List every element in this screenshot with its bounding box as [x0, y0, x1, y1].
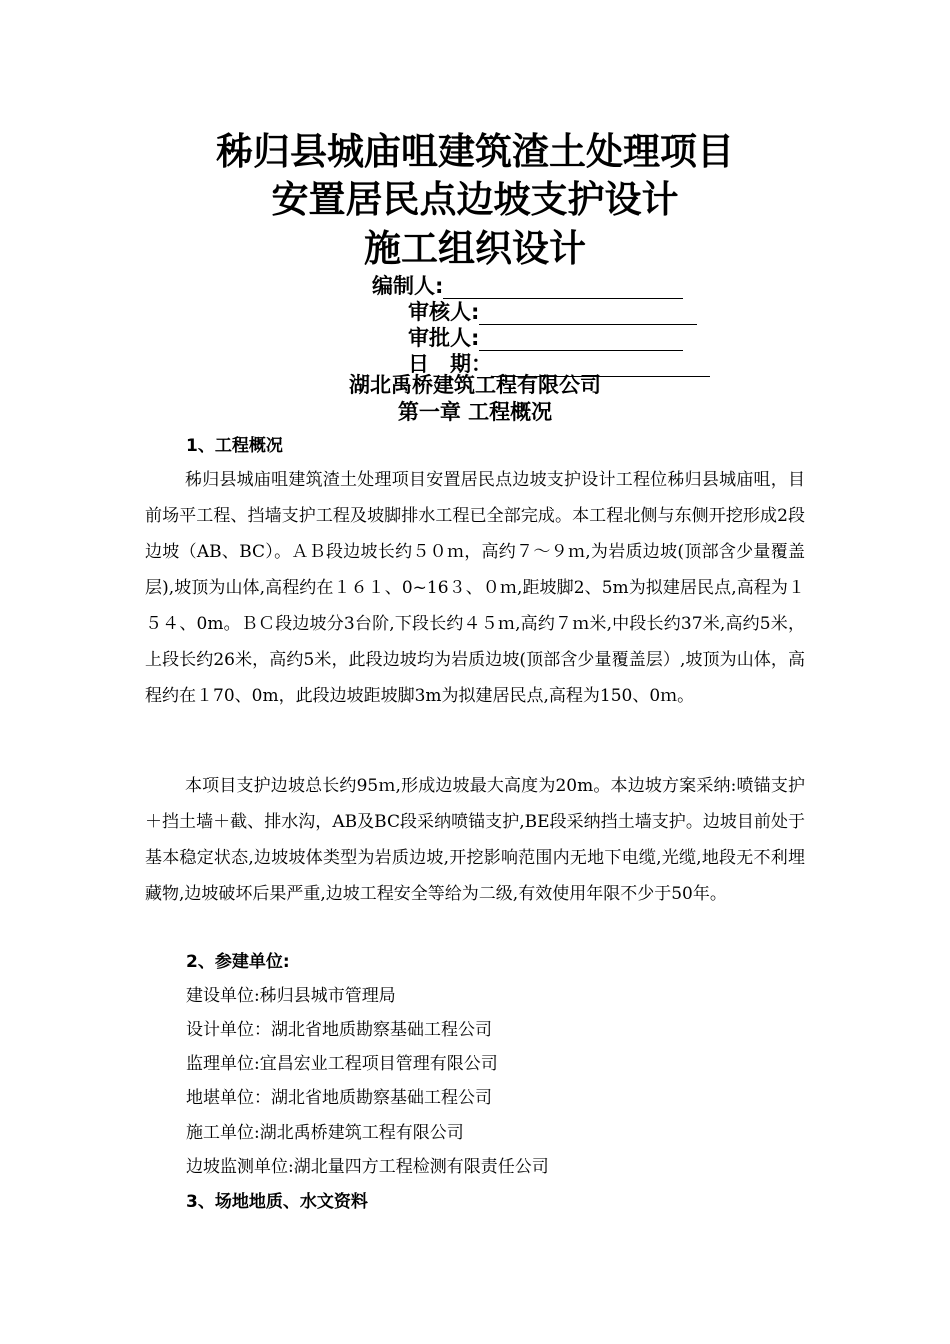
reviewer-label: 审核人:	[408, 300, 480, 324]
approver-field	[408, 325, 683, 351]
unit-supervision: 监理单位:宜昌宏业工程项目管理有限公司	[186, 1054, 498, 1074]
section-1-paragraph-1: 秭归县城庙咀建筑渣土处理项目安置居民点边坡支护设计工程位秭归县城庙咀，目前场平工程、挡墙支护工程及坡脚排水工程已全部完成。本工程北侧与东侧开挖形成2段边坡（AB、BC）。ＡＢ段边坡长约５０ｍ，高约７～９ｍ,为岩质边坡(顶部含少量覆盖层),坡顶为山体,高程约在１６１、0~16３、０ｍ,距坡脚2、5m为拟建居民点,高程为１５４、0m。ＢＣ段边坡分3台阶,下段长约４５ｍ,高约７ｍ米,中段长约37米,高约5米，上段长约26米，高约5米，此段边坡均为岩质边坡(顶部含少量覆盖层）,坡顶为山体，高程约在１70、0m，此段边坡距坡脚3m为拟建居民点,高程为150、0ｍ。	[145, 470, 805, 706]
approver-label: 审批人:	[408, 326, 480, 350]
section-2-heading: 2、参建单位:	[186, 952, 290, 972]
title-line-1: 秭归县城庙咀建筑渣土处理项目	[216, 130, 734, 173]
company-name: 湖北禹桥建筑工程有限公司	[349, 373, 601, 397]
unit-design: 设计单位：湖北省地质勘察基础工程公司	[186, 1020, 492, 1040]
date-label: 日 期：	[408, 352, 492, 376]
compiler-field	[372, 273, 683, 299]
section-3-heading: 3、场地地质、水文资料	[186, 1192, 368, 1212]
unit-survey: 地堪单位：湖北省地质勘察基础工程公司	[186, 1088, 492, 1108]
unit-contractor: 施工单位:湖北禹桥建筑工程有限公司	[186, 1123, 464, 1143]
title-line-2: 安置居民点边坡支护设计	[271, 178, 679, 221]
unit-construction: 建设单位:秭归县城市管理局	[186, 986, 396, 1006]
title-line-3: 施工组织设计	[364, 227, 586, 270]
chapter-heading: 第一章 工程概况	[397, 400, 553, 424]
section-1-heading: 1、工程概况	[186, 436, 283, 456]
compiler-blank-line	[443, 278, 683, 299]
compiler-label: 编制人:	[372, 274, 444, 298]
reviewer-blank-line	[479, 304, 697, 325]
reviewer-field	[408, 299, 697, 325]
unit-monitoring: 边坡监测单位:湖北量四方工程检测有限责任公司	[186, 1157, 549, 1177]
approver-blank-line	[479, 330, 683, 351]
section-1-paragraph-2: 本项目支护边坡总长约95ｍ,形成边坡最大高度为20m。本边坡方案采纳:喷锚支护＋挡土墙＋截、排水沟，AB及BC段采纳喷锚支护,BE段采纳挡土墙支护。边坡目前处于基本稳定状态,边坡坡体类型为岩质边坡,开挖影响范围内无地下电缆,光缆,地段无不利埋藏物,边坡破坏后果严重,边坡工程安全等给为二级,有效使用年限不少于50年。	[145, 776, 805, 904]
